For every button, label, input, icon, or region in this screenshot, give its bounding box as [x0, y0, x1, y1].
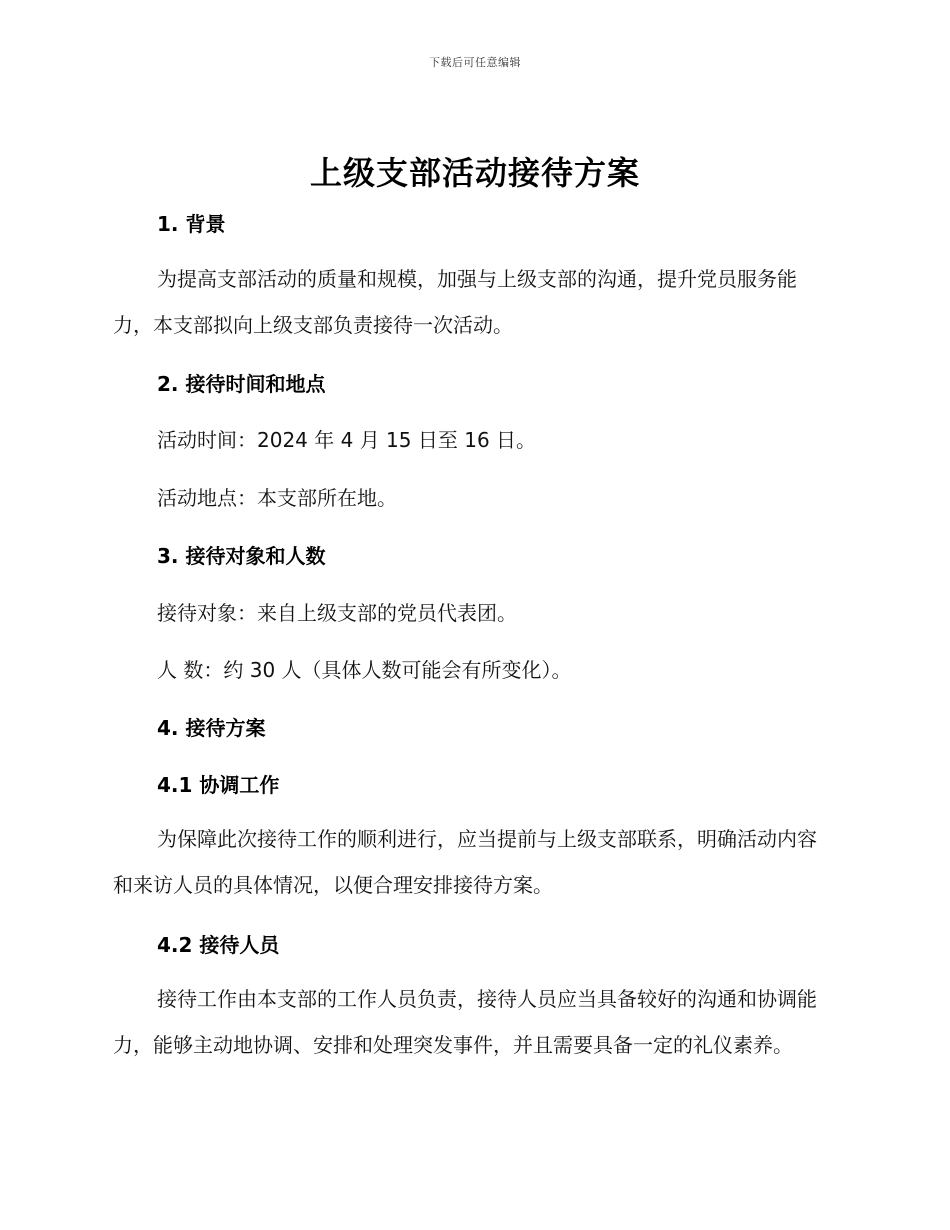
section-4-2-heading: 4.2 接待人员	[157, 933, 280, 957]
section-4-1-paragraph: 为保障此次接待工作的顺利进行，应当提前与上级支部联系，明确活动内容和来访人员的具体情况，以便合理安排接待方案。	[113, 827, 817, 897]
header-note: 下载后可任意编辑	[429, 56, 521, 69]
activity-place: 活动地点：本支部所在地。	[157, 486, 397, 510]
section-1-heading: 1. 背景	[157, 212, 226, 236]
section-4-2-paragraph: 接待工作由本支部的工作人员负责，接待人员应当具备较好的沟通和协调能力，能够主动地协调、安排和处理突发事件，并且需要具备一定的礼仪素养。	[113, 987, 817, 1057]
reception-target: 接待对象：来自上级支部的党员代表团。	[157, 601, 517, 625]
section-4-heading: 4. 接待方案	[157, 716, 266, 740]
section-3-heading: 3. 接待对象和人数	[157, 544, 326, 568]
document-title: 上级支部活动接待方案	[309, 154, 640, 192]
section-4-1-heading: 4.1 协调工作	[157, 773, 280, 797]
visitor-count: 人 数：约 30 人（具体人数可能会有所变化）。	[157, 658, 572, 682]
section-2-heading: 2. 接待时间和地点	[157, 372, 326, 396]
section-1-paragraph: 为提高支部活动的质量和规模，加强与上级支部的沟通，提升党员服务能力，本支部拟向上级支部负责接待一次活动。	[113, 267, 797, 337]
activity-time: 活动时间：2024 年 4 月 15 日至 16 日。	[157, 428, 537, 452]
